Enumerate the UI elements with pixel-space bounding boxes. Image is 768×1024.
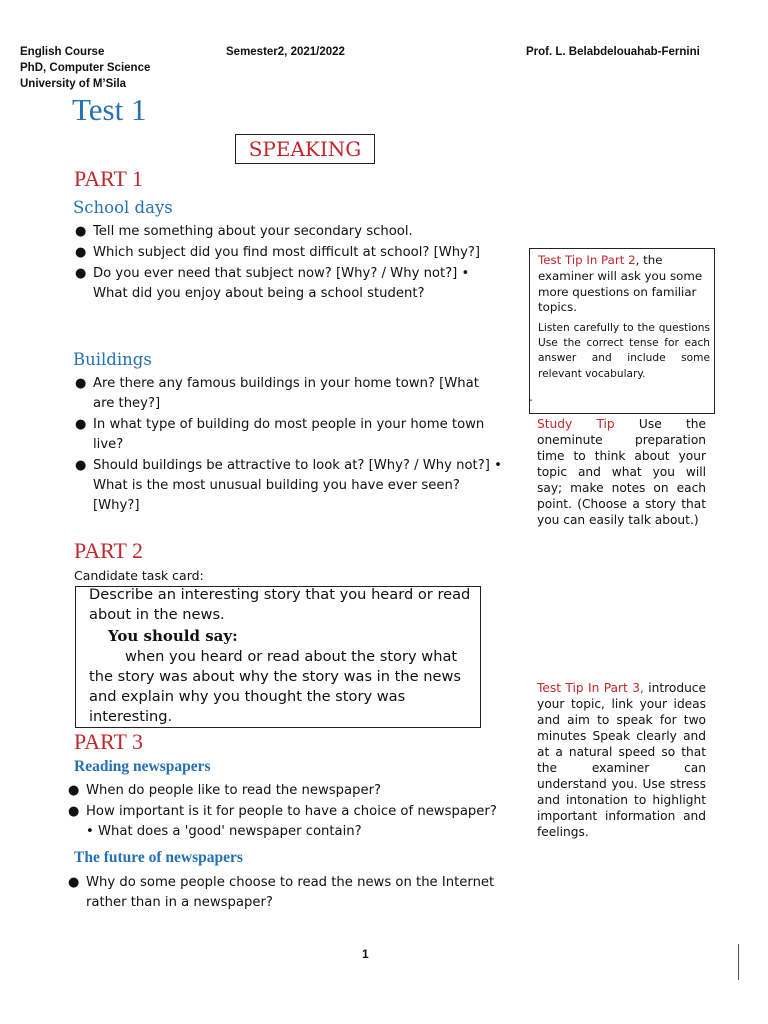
list-item: ● In what type of building do most people in your home town live? [75,417,485,452]
task-card-points: when you heard or read about the story what the story was about why the story was in the news and explain why you thought the story was interesting. [89,648,461,725]
tip-part3-body: introduce your topic, link your ideas and aim to speak for two minutes Speak clearly and at a natural speed so that the examiner can understand you. Use stress and intonation to highlight important information and feelings. [537,681,706,839]
study-tip-label: Study Tip [537,417,615,431]
school-days-list [73,222,501,305]
list-item: ● Should buildings be attractive to look at? [Why? / Why not?] • What is the most unusual building you have ever seen? [Why?] [75,458,502,513]
header-course: English Course [20,46,105,58]
tip-part2-label: Test Tip In Part 2 [538,253,636,267]
task-card-lead: Describe an interesting story that you heard or read about in the news. [89,586,471,623]
study-tip [537,416,706,528]
test-tip-part2-box [529,248,715,414]
test-tip-part3 [537,680,706,840]
bullet-icon: ● [68,875,80,890]
header-degree: PhD, Computer Science [20,62,151,74]
school-days-heading: School days [73,198,173,217]
bullet-icon: ● [75,266,87,281]
bullet-icon: ● [75,376,87,391]
part1-heading: PART 1 [74,166,143,191]
speaking-box [235,134,375,164]
study-tip-body: Use the oneminute preparation time to think about your topic and what you will say; make notes on each point. (Choose a story that you can easily talk about.) [537,417,706,527]
reading-newspapers-heading: Reading newspapers [74,758,211,775]
tip-part2-body: , the examiner will ask you some more questions on familiar topics. [538,253,703,315]
bullet-icon: ● [75,417,87,432]
bullet-icon: ● [75,245,87,260]
list-item: ● Which subject did you find most difficult at school? [Why?] [73,243,501,263]
bullet-icon: ● [75,458,87,473]
bullet-icon: ● [75,224,87,239]
list-item: ● When do people like to read the newspaper? [66,781,498,801]
tip-dash: - [529,395,533,406]
speaking-label: SPEAKING [248,137,362,161]
you-should-say: You should say: [108,627,238,645]
list-item: ● Tell me something about your secondary school. [73,222,501,242]
future-newspapers-list [66,873,498,914]
part2-heading: PART 2 [74,538,143,563]
list-item: ● Why do some people choose to read the news on the Internet rather than in a newspaper? [68,875,495,910]
task-card [75,586,481,728]
bullet-icon: ● [68,804,80,819]
tip-part2-text [538,253,710,316]
list-item: ● How important is it for people to have a choice of newspaper? • What does a 'good' newspaper contain? [68,804,497,839]
header-professor: Prof. L. Belabdelouahab-Fernini [526,46,700,58]
bullet-icon: ● [68,783,80,798]
buildings-list [73,374,503,517]
list-item: ● Are there any famous buildings in your home town? [What are they?] [75,376,479,411]
margin-mark [738,944,739,980]
part3-heading: PART 3 [74,729,143,754]
list-item: ● Do you ever need that subject now? [Why? / Why not?] • What did you enjoy about being a school student? [75,266,470,301]
tip-part2-extra: Listen carefully to the questions Use the correct tense for each answer and include some relevant vocabulary. [538,322,710,380]
header-course-info [20,44,150,92]
buildings-heading: Buildings [73,350,152,369]
candidate-task-card-label: Candidate task card: [74,568,204,583]
tip-part3-label: Test Tip In Part 3, [537,681,644,695]
page-title: Test 1 [72,92,147,127]
header-university: University of M’Sila [20,78,127,90]
header-semester: Semester2, 2021/2022 [226,46,345,58]
future-newspapers-heading: The future of newspapers [74,849,243,866]
reading-newspapers-list [66,781,498,843]
page-number: 1 [362,947,369,961]
